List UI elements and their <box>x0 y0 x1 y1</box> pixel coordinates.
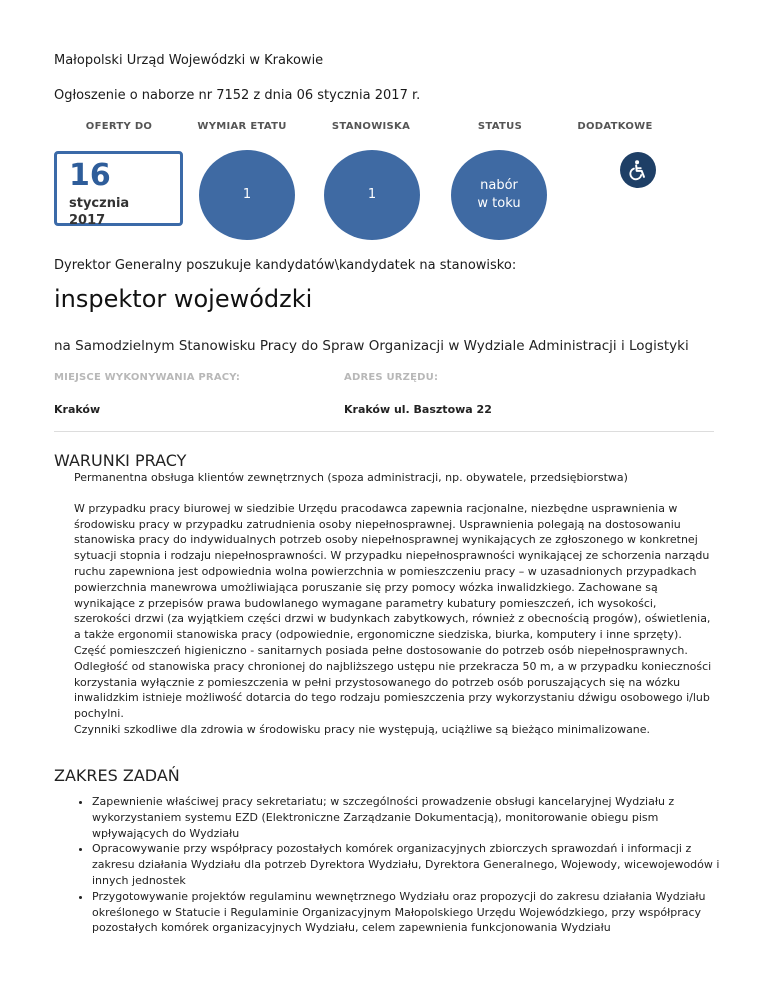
positions-circle <box>324 150 420 240</box>
status-value <box>477 177 520 213</box>
address-value: Kraków ul. Basztowa 22 <box>344 403 492 416</box>
job-title: inspektor wojewódzki <box>54 285 313 313</box>
warunki-paragraph-3: Część pomieszczeń higieniczno - sanitarnych posiada pełne dostosowanie do potrzeb osób niepełnosprawnych. Odległość od stanowiska pracy chronionej do najbliższego ustępu nie przekracza 50 m, a w przypadku konieczności korzystania wyłącznie z pomieszczenia w pełni przystosowanego do potrzeb osób poruszających się na wózku inwalidzkim istnieje możliwość dotarcia do tego rodzaju pomieszczenia przy wykorzystaniu dźwigu osobowego i/lub pochylni. <box>74 643 712 721</box>
section-divider <box>54 431 714 432</box>
header-positions: STANOWISKA <box>331 121 411 132</box>
warunki-paragraph-1: Permanentna obsługa klientów zewnętrznych (spoza administracji, np. obywatele, przedsiębiorstwa) <box>74 471 628 484</box>
list-item: • Opracowywanie przy współpracy pozostałych komórek organizacyjnych zbiorczych sprawozdań i informacji z zakresu działania Wydziału dla potrzeb Dyrektora Wydziału, Dyrektora Generalnego, Wojewody, wicewojewodów i innych jednostek <box>92 841 732 888</box>
deadline-day: 16 <box>69 158 111 193</box>
list-item: • Przygotowywanie projektów regulaminu wewnętrznego Wydziału oraz propozycji do zakresu działania Wydziału określonego w Statucie i Regulaminie Organizacyjnym Małopolskiego Urzędu Wojewódzkiego, przy współpracy pozostałych komórek organizacyjnych Wydziału, celem zapewnienia funkcjonowania Wydziału <box>92 889 732 936</box>
warunki-paragraph-4: Czynniki szkodliwe dla zdrowia w środowisku pracy nie występują, uciążliwe są bieżąco minimalizowane. <box>74 722 651 736</box>
job-subtitle: na Samodzielnym Stanowisku Pracy do Spraw Organizacji w Wydziale Administracji i Logistyki <box>54 338 689 354</box>
status-line-1: nabór <box>480 178 518 193</box>
etat-circle <box>199 150 295 240</box>
place-label: MIEJSCE WYKONYWANIA PRACY: <box>54 372 241 383</box>
header-extra: DODATKOWE <box>577 121 653 132</box>
address-label: ADRES URZĘDU: <box>344 372 439 383</box>
deadline-month: stycznia <box>69 196 130 211</box>
warunki-body <box>74 470 714 738</box>
header-etat: WYMIAR ETATU <box>197 121 287 132</box>
wheelchair-accessibility-icon <box>620 152 656 188</box>
warunki-paragraph-2: W przypadku pracy biurowej w siedzibie Urzędu pracodawca zapewnia racjonalne, niezbędne usprawnienia w środowisku pracy w przypadku zatrudnienia osoby niepełnosprawnej. Usprawnienia polegają na dostosowaniu stanowiska pracy do indywidualnych potrzeb osoby niepełnosprawnej wynikających ze zgłoszonego w konkretnej sytuacji stopnia i rodzaju niepełnosprawności. W przypadku niepełnosprawności wynikającej ze schorzenia narządu ruchu zapewniona jest odpowiednia wolna powierzchnia w pomieszczeniu pracy – w uzasadnionych przypadkach powierzchnia manewrowa umożliwiająca poruszanie się przy pomocy wózka inwalidzkiego. Zachowane są wynikające z przepisów prawa budowlanego wymagane parametry kubatury pomieszczeń, ich wysokości, szerokości drzwi (za wyjątkiem części drzwi w budynkach zabytkowych, również z obecnością progów), oświetlenia, a także ergonomii stanowiska pracy (odpowiednie, ergonomiczne siedziska, biurka, komputery i inne sprzęty). <box>74 501 711 642</box>
list-item: • Zapewnienie właściwej pracy sekretariatu; w szczególności prowadzenie obsługi kancelaryjnej Wydziału z wykorzystaniem systemu EZD (Elektroniczne Zarządzanie Dokumentacją), monitorowanie obiegu pism wpływających do Wydziału <box>92 794 732 841</box>
etat-value: 1 <box>242 187 252 202</box>
office-name: Małopolski Urząd Wojewódzki w Krakowie <box>54 53 324 68</box>
deadline-year: 2017 <box>69 213 106 228</box>
status-line-2: w toku <box>477 196 521 211</box>
warunki-heading: WARUNKI PRACY <box>54 451 187 470</box>
header-status: STATUS <box>477 121 523 132</box>
positions-value: 1 <box>367 187 377 202</box>
status-circle <box>451 150 547 240</box>
announcement-line: Ogłoszenie o naborze nr 7152 z dnia 06 stycznia 2017 r. <box>54 88 421 103</box>
task-list <box>74 794 732 936</box>
place-value: Kraków <box>54 403 101 416</box>
intro-text: Dyrektor Generalny poszukuje kandydatów\kandydatek na stanowisko: <box>54 258 517 273</box>
header-deadline: OFERTY DO <box>85 121 153 132</box>
zakres-heading: ZAKRES ZADAŃ <box>54 766 180 785</box>
deadline-card <box>54 151 183 226</box>
